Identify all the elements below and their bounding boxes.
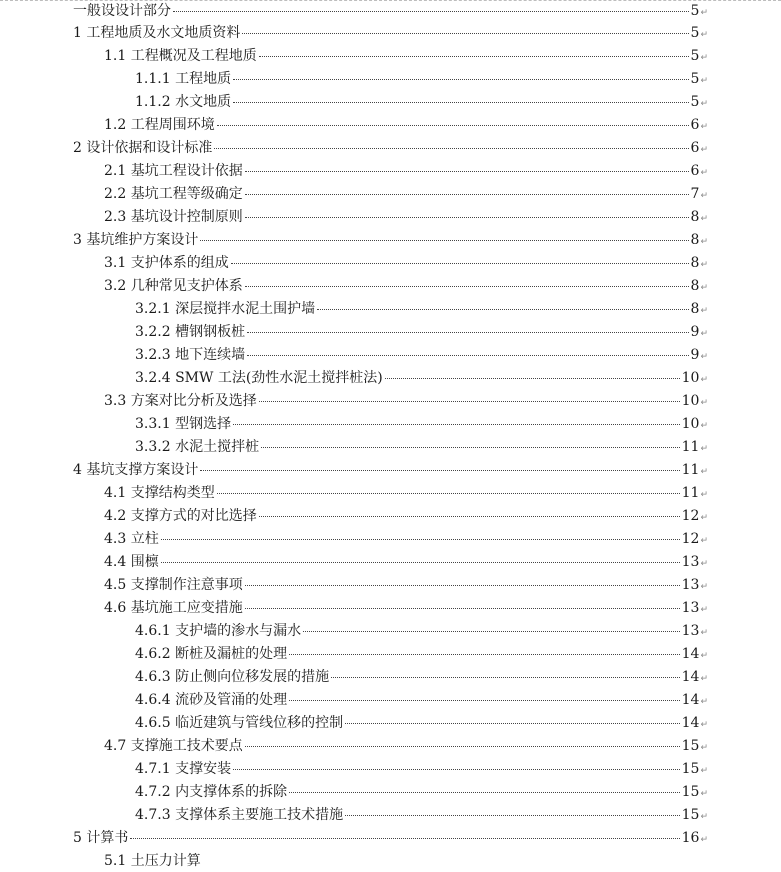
toc-entry-label: 3.2 几种常见支护体系 bbox=[104, 278, 243, 294]
toc-entry-page: 6 bbox=[690, 117, 700, 133]
toc-entry-label: 2.1 基坑工程设计依据 bbox=[104, 163, 243, 179]
toc-entry-label: 3.2.2 槽钢钢板桩 bbox=[135, 324, 246, 340]
dot-leader bbox=[245, 286, 689, 287]
dot-leader bbox=[259, 56, 689, 57]
toc-entry-label: 5 计算书 bbox=[73, 830, 129, 846]
toc-entry-label: 4.7.3 支撑体系主要施工技术措施 bbox=[135, 807, 344, 823]
toc-entry-label: 2.2 基坑工程等级确定 bbox=[104, 186, 243, 202]
paragraph-mark-icon: ↵ bbox=[700, 260, 708, 270]
dot-leader bbox=[289, 792, 680, 793]
dot-leader bbox=[217, 493, 680, 494]
toc-entry-page: 15 bbox=[681, 761, 700, 777]
dot-leader bbox=[245, 746, 680, 747]
dot-leader bbox=[233, 102, 688, 103]
toc-entry-label: 3.3 方案对比分析及选择 bbox=[104, 393, 257, 409]
toc-entry-label: 4.7.2 内支撑体系的拆除 bbox=[135, 784, 288, 800]
paragraph-mark-icon: ↵ bbox=[700, 8, 708, 18]
toc-entry[interactable] bbox=[135, 68, 708, 90]
paragraph-mark-icon: ↵ bbox=[700, 674, 708, 684]
dot-leader bbox=[200, 240, 688, 241]
toc-entry[interactable] bbox=[104, 574, 708, 596]
toc-entry[interactable] bbox=[135, 781, 708, 803]
toc-entry-page: 15 bbox=[681, 738, 700, 754]
toc-entry[interactable] bbox=[135, 436, 708, 458]
toc-entry[interactable] bbox=[104, 505, 708, 527]
dot-leader bbox=[214, 148, 688, 149]
dot-leader bbox=[247, 332, 688, 333]
paragraph-mark-icon: ↵ bbox=[700, 191, 708, 201]
toc-entry[interactable] bbox=[104, 528, 708, 550]
paragraph-mark-icon: ↵ bbox=[700, 444, 708, 454]
paragraph-mark-icon: ↵ bbox=[700, 582, 708, 592]
paragraph-mark-icon: ↵ bbox=[700, 812, 708, 822]
toc-entry-page: 12 bbox=[681, 508, 700, 524]
paragraph-mark-icon: ↵ bbox=[700, 789, 708, 799]
dot-leader bbox=[173, 11, 689, 12]
toc-entry-label: 3.2.1 深层搅拌水泥土围护墙 bbox=[135, 301, 316, 317]
toc-entry[interactable] bbox=[135, 666, 708, 688]
toc-entry[interactable] bbox=[135, 298, 708, 320]
toc-entry-page: 14 bbox=[681, 669, 700, 685]
toc-entry[interactable] bbox=[135, 712, 708, 734]
paragraph-mark-icon: ↵ bbox=[700, 467, 708, 477]
toc-entry[interactable] bbox=[104, 275, 708, 297]
paragraph-mark-icon: ↵ bbox=[700, 214, 708, 224]
toc-entry-page: 5 bbox=[690, 25, 700, 41]
toc-entry[interactable] bbox=[104, 390, 708, 412]
paragraph-mark-icon: ↵ bbox=[700, 99, 708, 109]
dot-leader bbox=[259, 401, 680, 402]
dot-leader bbox=[385, 378, 680, 379]
toc-entry-page: 5 bbox=[690, 94, 700, 110]
paragraph-mark-icon: ↵ bbox=[700, 513, 708, 523]
paragraph-mark-icon: ↵ bbox=[700, 651, 708, 661]
toc-entry-label: 4.4 围檩 bbox=[104, 554, 159, 570]
toc-entry[interactable] bbox=[73, 137, 708, 159]
toc-entry-label: 2 设计依据和设计标准 bbox=[73, 140, 213, 156]
toc-entry[interactable] bbox=[135, 689, 708, 711]
toc-entry-page: 5 bbox=[690, 48, 700, 64]
toc-entry[interactable] bbox=[135, 321, 708, 343]
toc-entry-page: 14 bbox=[681, 646, 700, 662]
toc-entry-label: 1.1.1 工程地质 bbox=[135, 71, 232, 87]
paragraph-mark-icon: ↵ bbox=[700, 122, 708, 132]
toc-entry[interactable] bbox=[73, 229, 708, 251]
toc-entry-label: 4.6 基坑施工应变措施 bbox=[104, 600, 243, 616]
paragraph-mark-icon: ↵ bbox=[700, 421, 708, 431]
toc-entry[interactable] bbox=[104, 597, 708, 619]
toc-entry[interactable] bbox=[135, 413, 708, 435]
paragraph-mark-icon: ↵ bbox=[700, 628, 708, 638]
paragraph-mark-icon: ↵ bbox=[700, 720, 708, 730]
toc-entry-label: 4.6.3 防止侧向位移发展的措施 bbox=[135, 669, 330, 685]
paragraph-mark-icon: ↵ bbox=[700, 375, 708, 385]
toc-entry-page: 8 bbox=[690, 209, 700, 225]
paragraph-mark-icon: ↵ bbox=[700, 352, 708, 362]
toc-entry-page: 11 bbox=[681, 462, 700, 478]
paragraph-mark-icon: ↵ bbox=[700, 237, 708, 247]
paragraph-mark-icon: ↵ bbox=[700, 145, 708, 155]
toc-entry-label: 1.1.2 水文地质 bbox=[135, 94, 232, 110]
dot-leader bbox=[247, 355, 688, 356]
dot-leader bbox=[261, 447, 680, 448]
toc-entry-page: 9 bbox=[690, 347, 700, 363]
toc-entry[interactable] bbox=[104, 160, 708, 182]
dot-leader bbox=[245, 194, 689, 195]
toc-entry[interactable] bbox=[73, 459, 708, 481]
toc-entry-page: 6 bbox=[690, 163, 700, 179]
toc-entry-page: 13 bbox=[681, 623, 700, 639]
paragraph-mark-icon: ↵ bbox=[700, 30, 708, 40]
dot-leader bbox=[233, 424, 680, 425]
dot-leader bbox=[289, 700, 680, 701]
toc-entry-page: 6 bbox=[690, 140, 700, 156]
toc-entry-label: 4.2 支撑方式的对比选择 bbox=[104, 508, 257, 524]
paragraph-mark-icon: ↵ bbox=[700, 168, 708, 178]
paragraph-mark-icon: ↵ bbox=[700, 605, 708, 615]
dot-leader bbox=[233, 769, 680, 770]
dot-leader bbox=[303, 631, 680, 632]
toc-entry[interactable] bbox=[135, 804, 708, 826]
paragraph-mark-icon: ↵ bbox=[700, 743, 708, 753]
toc-entry-page: 16 bbox=[681, 830, 700, 846]
toc-entry[interactable] bbox=[135, 91, 708, 113]
toc-entry-page: 14 bbox=[681, 692, 700, 708]
toc-entry-label: 一般设设计部分 bbox=[73, 3, 171, 19]
toc-entry-label: 4 基坑支撑方案设计 bbox=[73, 462, 199, 478]
toc-entry[interactable] bbox=[73, 22, 708, 44]
paragraph-mark-icon: ↵ bbox=[700, 697, 708, 707]
toc-entry-label: 4.1 支撑结构类型 bbox=[104, 485, 215, 501]
toc-entry[interactable] bbox=[135, 758, 708, 780]
dot-leader bbox=[259, 516, 680, 517]
toc-entry-page: 10 bbox=[681, 416, 700, 432]
paragraph-mark-icon: ↵ bbox=[700, 283, 708, 293]
dot-leader bbox=[289, 654, 680, 655]
dot-leader bbox=[161, 562, 680, 563]
toc-entry-label: 4.5 支撑制作注意事项 bbox=[104, 577, 243, 593]
paragraph-mark-icon: ↵ bbox=[700, 398, 708, 408]
paragraph-mark-icon: ↵ bbox=[700, 490, 708, 500]
paragraph-mark-icon: ↵ bbox=[700, 53, 708, 63]
dot-leader bbox=[200, 470, 679, 471]
toc-entry-label: 4.6.1 支护墙的渗水与漏水 bbox=[135, 623, 302, 639]
dot-leader bbox=[245, 608, 680, 609]
paragraph-mark-icon: ↵ bbox=[700, 536, 708, 546]
paragraph-mark-icon: ↵ bbox=[700, 835, 708, 845]
toc-entry[interactable] bbox=[104, 114, 708, 136]
dot-leader bbox=[161, 539, 680, 540]
toc-entry-page: 11 bbox=[681, 485, 700, 501]
toc-entry-page: 15 bbox=[681, 784, 700, 800]
toc-entry-label: 4.6.4 流砂及管涌的处理 bbox=[135, 692, 288, 708]
toc-entry[interactable] bbox=[73, 0, 708, 22]
dot-leader bbox=[245, 585, 680, 586]
dot-leader bbox=[242, 33, 688, 34]
toc-entry-label: 3.3.2 水泥土搅拌桩 bbox=[135, 439, 260, 455]
toc-entry-page: 5 bbox=[690, 3, 700, 19]
toc-entry-page: 13 bbox=[681, 554, 700, 570]
toc-entry[interactable] bbox=[135, 643, 708, 665]
toc-entry-page: 9 bbox=[690, 324, 700, 340]
toc-entry-label: 3 基坑维护方案设计 bbox=[73, 232, 199, 248]
toc-entry[interactable] bbox=[135, 344, 708, 366]
toc-entry-label: 4.6.2 断桩及漏桩的处理 bbox=[135, 646, 288, 662]
toc-entry-label: 3.1 支护体系的组成 bbox=[104, 255, 229, 271]
toc-entry-page: 11 bbox=[681, 439, 700, 455]
dot-leader bbox=[130, 838, 679, 839]
paragraph-mark-icon: ↵ bbox=[700, 306, 708, 316]
toc-entry[interactable] bbox=[104, 482, 708, 504]
dot-leader bbox=[345, 723, 680, 724]
toc-entry-page: 13 bbox=[681, 600, 700, 616]
toc-entry-label: 1 工程地质及水文地质资料 bbox=[73, 25, 241, 41]
paragraph-mark-icon: ↵ bbox=[700, 766, 708, 776]
toc-entry[interactable] bbox=[104, 735, 708, 757]
toc-entry[interactable] bbox=[104, 551, 708, 573]
toc-entry-label: 4.7 支撑施工技术要点 bbox=[104, 738, 243, 754]
dot-leader bbox=[233, 79, 688, 80]
toc-entry-page: 12 bbox=[681, 531, 700, 547]
toc-entry-label: 4.3 立柱 bbox=[104, 531, 159, 547]
toc-entry[interactable] bbox=[104, 252, 708, 274]
toc-entry-cut-off: 5.1 土压力计算 bbox=[104, 853, 201, 869]
toc-entry-page: 8 bbox=[690, 278, 700, 294]
toc-entry-label: 2.3 基坑设计控制原则 bbox=[104, 209, 243, 225]
toc-entry-label: 1.2 工程周围环境 bbox=[104, 117, 215, 133]
toc-entry-page: 7 bbox=[690, 186, 700, 202]
dot-leader bbox=[317, 309, 688, 310]
toc-entry[interactable] bbox=[104, 183, 708, 205]
toc-entry-page: 14 bbox=[681, 715, 700, 731]
toc-entry-label: 1.1 工程概况及工程地质 bbox=[104, 48, 257, 64]
toc-entry-page: 5 bbox=[690, 71, 700, 87]
paragraph-mark-icon: ↵ bbox=[700, 76, 708, 86]
toc-entry[interactable] bbox=[104, 45, 708, 67]
dot-leader bbox=[245, 217, 689, 218]
dot-leader bbox=[231, 263, 689, 264]
toc-entry-page: 8 bbox=[690, 301, 700, 317]
toc-entry-label: 4.6.5 临近建筑与管线位移的控制 bbox=[135, 715, 344, 731]
toc-entry-label: 4.7.1 支撑安装 bbox=[135, 761, 232, 777]
toc-entry-label: 3.2.3 地下连续墙 bbox=[135, 347, 246, 363]
toc-entry[interactable] bbox=[104, 206, 708, 228]
dot-leader bbox=[217, 125, 689, 126]
paragraph-mark-icon: ↵ bbox=[700, 329, 708, 339]
dot-leader bbox=[345, 815, 680, 816]
dot-leader bbox=[331, 677, 680, 678]
paragraph-mark-icon: ↵ bbox=[700, 559, 708, 569]
toc-entry[interactable] bbox=[135, 367, 708, 389]
toc-entry-page: 8 bbox=[690, 232, 700, 248]
toc-entry-label: 3.2.4 SMW 工法(劲性水泥土搅拌桩法) bbox=[135, 370, 383, 386]
dot-leader bbox=[245, 171, 689, 172]
toc-entry-page: 10 bbox=[681, 393, 700, 409]
toc-entry-page: 10 bbox=[681, 370, 700, 386]
toc-entry-page: 13 bbox=[681, 577, 700, 593]
toc-entry-page: 15 bbox=[681, 807, 700, 823]
toc-entry[interactable] bbox=[135, 620, 708, 642]
toc-entry-label: 3.3.1 型钢选择 bbox=[135, 416, 232, 432]
toc-entry-page: 8 bbox=[690, 255, 700, 271]
toc-entry[interactable] bbox=[73, 827, 708, 849]
